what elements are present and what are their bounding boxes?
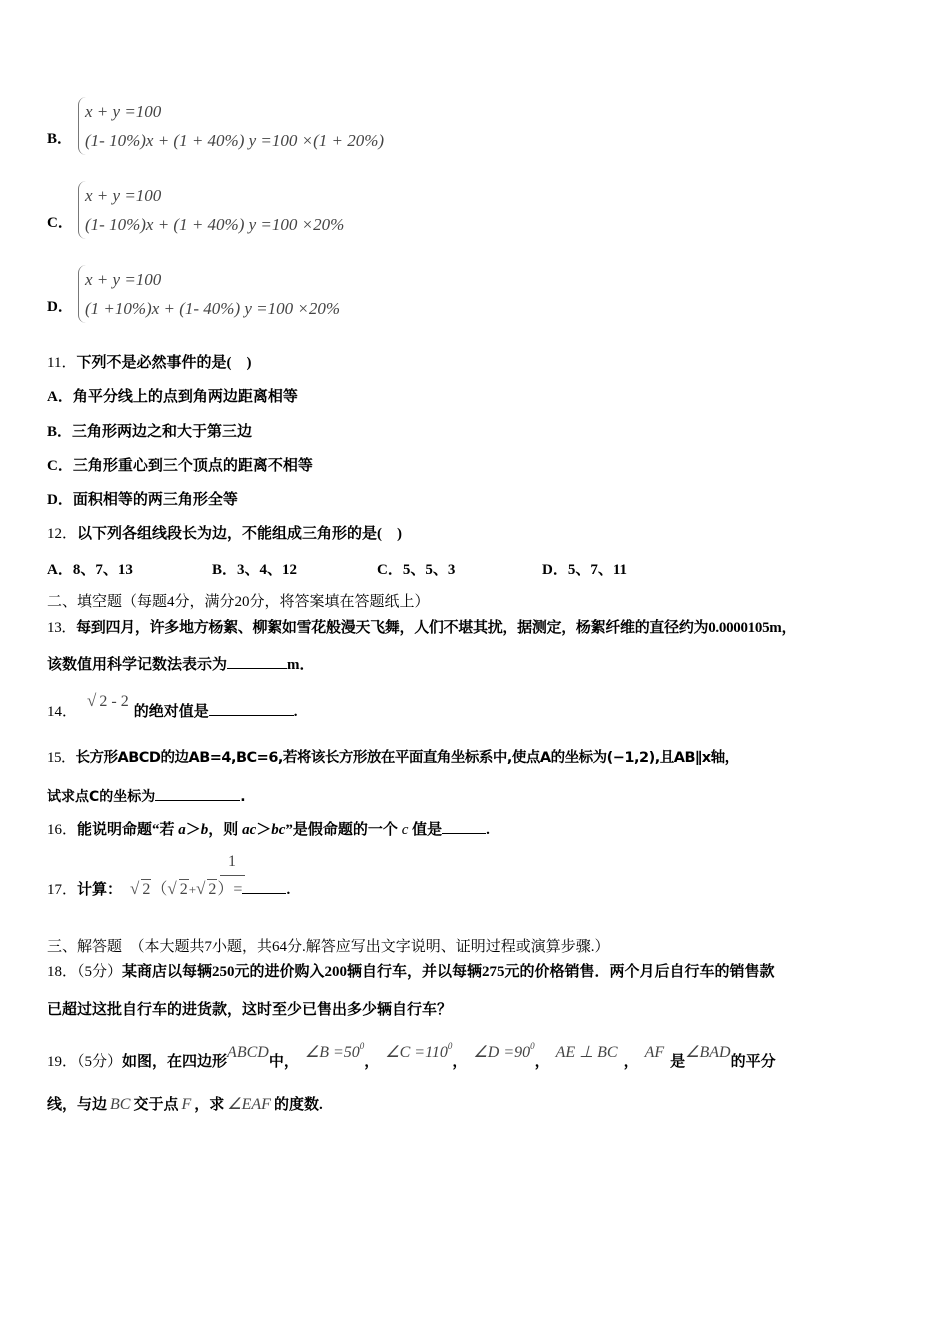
question-text: 如图，在四边形 (122, 1054, 228, 1070)
math-var: b (200, 822, 209, 838)
question-text: 试求点C的坐标为 (47, 789, 156, 805)
question-number: 18． (47, 964, 78, 980)
question-score: （5分） (77, 1054, 123, 1070)
question-text: 计算： (77, 882, 123, 898)
degree: 0 (447, 1041, 453, 1051)
answer-blank[interactable] (155, 786, 240, 801)
equation-line: (1- 10%)x + (1 + 40%) y =100 ×(1 + 20%) (85, 131, 385, 150)
question-number: 14． (47, 704, 78, 720)
sqrt-2-denominator: √ 2 (196, 879, 217, 898)
angle-b (304, 1041, 365, 1061)
math-var: a (178, 822, 186, 838)
question-text: 每到四月，许多地方杨絮、柳絮如雪花般漫天飞舞，人们不堪其扰，据测定，杨絮纤维的直径约为0.0000105m， (76, 620, 797, 636)
question-score: （5分） (77, 964, 123, 980)
q11-option-a: A．角平分线上的点到角两边距离相等 (47, 389, 298, 405)
math-text: AE ⊥ BC (555, 1044, 618, 1061)
answer-blank[interactable] (227, 654, 287, 669)
degree: 0 (530, 1041, 535, 1051)
period: . (286, 882, 291, 898)
paren: （ (151, 881, 168, 898)
fraction-bar (220, 875, 245, 876)
fraction-numerator: 1 (228, 853, 236, 870)
question-text: ，则 (208, 822, 243, 838)
math-var: c (401, 822, 409, 838)
answer-blank[interactable] (442, 819, 486, 834)
question-number: 13． (47, 620, 77, 636)
question-text: 长方形ABCD的边AB=4,BC=6,若将该长方形放在平面直角坐标系中,使点A的坐标为(−1,2),且AB∥x轴， (75, 750, 739, 766)
section-heading-answer: 三、解答题 （本大题共7小题，共64分.解答应写出文字说明、证明过程或演算步骤.） (47, 939, 610, 955)
math-text: 2 (208, 881, 217, 898)
question-stem: 下列不是必然事件的是( ) (76, 355, 252, 371)
math-text: ∠B =50 (304, 1044, 360, 1061)
question-text: 线，与边 (47, 1097, 108, 1113)
question-18 (47, 962, 775, 982)
question-text: 某商店以每辆250元的进价购入200辆自行车，并以每辆275元的价格销售．两个月后自行车的销售款 (122, 964, 775, 980)
question-text: 值是 (408, 822, 443, 838)
question-text: 该数值用科学记数法表示为 (47, 657, 228, 673)
angle-d (473, 1041, 535, 1061)
equation-line: x + y =100 (85, 102, 162, 121)
math-text: ∠C =110 (385, 1044, 448, 1061)
question-text: 的绝对值是 (133, 704, 209, 720)
math-text: ABCD (227, 1044, 269, 1061)
comma: ， (534, 1054, 550, 1070)
question-18-cont: 已超过这批自行车的进货款，这时至少已售出多少辆自行车？ (47, 1002, 453, 1018)
question-11 (47, 353, 251, 373)
period: . (486, 822, 490, 838)
answer-blank[interactable] (209, 701, 294, 716)
question-text: ，求 (194, 1097, 225, 1113)
q11-option-b: B．三角形两边之和大于第三边 (47, 424, 253, 440)
question-text: 是 (670, 1054, 686, 1070)
question-15-cont (47, 786, 246, 807)
question-17 (47, 879, 290, 900)
equation-line: x + y =100 (85, 186, 162, 205)
question-text: 的平分 (730, 1054, 776, 1070)
option-label: D． (47, 299, 73, 315)
question-number: 16． (47, 822, 78, 838)
question-text: 能说明命题“若 (77, 822, 179, 838)
question-number: 15． (47, 750, 76, 766)
plus-sign: + (188, 882, 197, 897)
question-number: 11． (47, 355, 77, 371)
question-13-cont (47, 654, 315, 675)
option-label: C． (47, 215, 73, 231)
math-var: bc (271, 822, 286, 838)
math-symbol: ＞ (256, 822, 272, 838)
question-15 (47, 748, 739, 768)
q11-option-d: D．面积相等的两三角形全等 (47, 492, 238, 508)
math-text: 2 - 2 (99, 693, 129, 710)
math-text: ∠BAD (685, 1044, 731, 1061)
question-stem: 以下列各组线段长为边，不能组成三角形的是( ) (77, 526, 403, 542)
question-14 (47, 691, 298, 722)
equation-line: x + y =100 (85, 270, 162, 289)
question-text: 的度数. (273, 1097, 323, 1113)
question-text: ”是假命题的一个 (285, 822, 402, 838)
equation-line: (1 +10%)x + (1- 40%) y =100 ×20% (85, 299, 341, 318)
equation-system (78, 181, 344, 239)
equation-line: (1- 10%)x + (1 + 40%) y =100 ×20% (85, 215, 345, 234)
math-var: ac (242, 822, 257, 838)
comma: ， (364, 1054, 380, 1070)
paren-equals: ）= (217, 881, 243, 898)
section-heading-fill-in: 二、填空题（每题4分，满分20分，将答案填在答题纸上） (47, 594, 430, 610)
sqrt-2: √ 2 (167, 879, 188, 898)
question-text: m． (287, 657, 315, 673)
equation-system (78, 97, 384, 155)
period: . (293, 704, 298, 720)
math-text: ∠D =90 (473, 1044, 531, 1061)
math-text: 2 (179, 881, 188, 898)
question-19 (47, 1041, 776, 1072)
comma: ， (452, 1054, 468, 1070)
question-number: 12． (47, 526, 78, 542)
math-symbol: ＞ (185, 822, 201, 838)
angle-c (385, 1041, 453, 1061)
q12-option-c: C．5、5、3 (377, 562, 456, 578)
degree: 0 (359, 1041, 365, 1051)
period: . (240, 789, 246, 805)
q11-option-c: C．三角形重心到三个顶点的距离不相等 (47, 458, 313, 474)
math-text: AF (644, 1044, 665, 1061)
math-text: 2 (142, 881, 151, 898)
answer-blank[interactable] (242, 879, 286, 894)
comma: ， (623, 1054, 639, 1070)
q12-option-a: A．8、7、13 (47, 562, 133, 578)
option-label: B． (47, 131, 73, 147)
equation-system (78, 265, 340, 323)
question-number: 19． (47, 1054, 78, 1070)
question-number: 17． (47, 882, 78, 898)
sqrt2-minus-2: √ 2 - 2 (87, 691, 129, 710)
question-text: 中， (268, 1054, 299, 1070)
question-12 (47, 524, 402, 544)
sqrt-2: √ 2 (130, 879, 151, 898)
math-text: BC (110, 1096, 131, 1113)
question-13 (47, 618, 796, 638)
question-16 (47, 819, 490, 840)
math-text: ∠EAF (227, 1096, 271, 1113)
question-19-cont (47, 1095, 323, 1115)
question-text: 交于点 (133, 1097, 179, 1113)
q12-option-b: B．3、4、12 (212, 562, 298, 578)
q12-option-d: D．5、7、11 (542, 562, 628, 578)
math-text: F (181, 1096, 192, 1113)
